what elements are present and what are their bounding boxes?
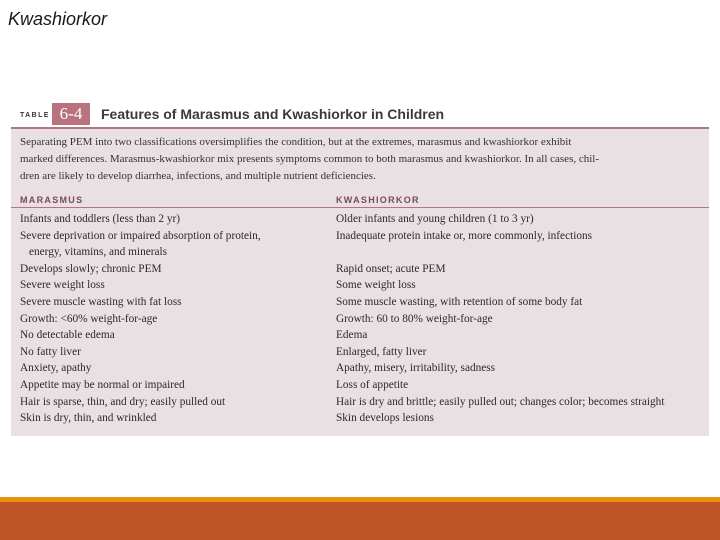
kwashiorkor-cell: Enlarged, fatty liver: [336, 345, 427, 358]
footer-bar: [0, 502, 720, 540]
table-row: [11, 344, 709, 361]
kwashiorkor-cell: Some weight loss: [336, 279, 416, 292]
marasmus-cell: Skin is dry, thin, and wrinkled: [20, 412, 157, 425]
marasmus-cell: Severe weight loss: [20, 279, 105, 292]
marasmus-cell: No detectable edema: [20, 329, 115, 342]
kwashiorkor-cell: Older infants and young children (1 to 3 yr): [336, 213, 534, 225]
marasmus-cell: Appetite may be normal or impaired: [20, 378, 185, 391]
marasmus-cell: Hair is sparse, thin, and dry; easily pulled out: [20, 395, 226, 408]
kwashiorkor-cell: Growth: 60 to 80% weight-for-age: [336, 312, 493, 325]
table-row: [11, 360, 709, 377]
table-row: [11, 394, 709, 411]
table-row: [11, 294, 709, 311]
table-row: [11, 377, 709, 394]
marasmus-cell: Anxiety, apathy: [20, 362, 92, 375]
kwashiorkor-cell: Inadequate protein intake or, more commonly, infections: [336, 229, 593, 242]
intro-line: dren are likely to develop diarrhea, infections, and multiple nutrient deficiencies.: [20, 170, 376, 182]
kwashiorkor-cell: Skin develops lesions: [336, 412, 434, 425]
marasmus-cell-continuation: energy, vitamins, and minerals: [29, 246, 168, 259]
table-row: [11, 327, 709, 344]
marasmus-cell: Infants and toddlers (less than 2 yr): [20, 213, 180, 225]
table-row: [11, 277, 709, 294]
table-number-badge: 6-4: [52, 103, 90, 125]
table-row: [11, 261, 709, 278]
marasmus-cell: No fatty liver: [20, 345, 81, 358]
table-header: [11, 100, 709, 128]
kwashiorkor-cell: Edema: [336, 329, 368, 342]
table-intro: [20, 134, 704, 185]
kwashiorkor-cell: Loss of appetite: [336, 378, 409, 391]
table-heading: Features of Marasmus and Kwashiorkor in Children: [101, 106, 445, 122]
column-header-rule: [11, 207, 709, 208]
table-rows: [11, 211, 709, 427]
marasmus-cell-line: Severe deprivation or impaired absorption of protein,: [20, 229, 261, 242]
column-header-marasmus: MARASMUS: [20, 195, 84, 205]
intro-line: marked differences. Marasmus-kwashiorkor mix presents symptoms common to both marasmus and kwashiorkor. In all cases, chil-: [20, 153, 600, 165]
marasmus-cell: [20, 228, 330, 261]
table-row: [11, 410, 709, 427]
table-label: TABLE: [20, 112, 50, 119]
column-header-kwashiorkor: KWASHIORKOR: [336, 195, 420, 205]
table-row: [11, 211, 709, 228]
features-table: [11, 100, 709, 436]
marasmus-cell: Growth: <60% weight-for-age: [20, 312, 158, 325]
marasmus-cell: Develops slowly; chronic PEM: [20, 262, 162, 275]
header-rule: [11, 127, 709, 129]
marasmus-cell: Severe muscle wasting with fat loss: [20, 295, 182, 308]
slide-title: Kwashiorkor: [8, 9, 108, 29]
table-row: [11, 311, 709, 328]
intro-line: Separating PEM into two classifications oversimplifies the condition, but at the extremes, marasmus and kwashiorkor exhibit: [20, 136, 572, 148]
kwashiorkor-cell: Apathy, misery, irritability, sadness: [336, 362, 496, 375]
table-row: [11, 228, 709, 261]
kwashiorkor-cell: Hair is dry and brittle; easily pulled out; changes color; becomes straight: [336, 395, 665, 408]
kwashiorkor-cell: Some muscle wasting, with retention of some body fat: [336, 295, 583, 308]
kwashiorkor-cell: Rapid onset; acute PEM: [336, 262, 446, 275]
